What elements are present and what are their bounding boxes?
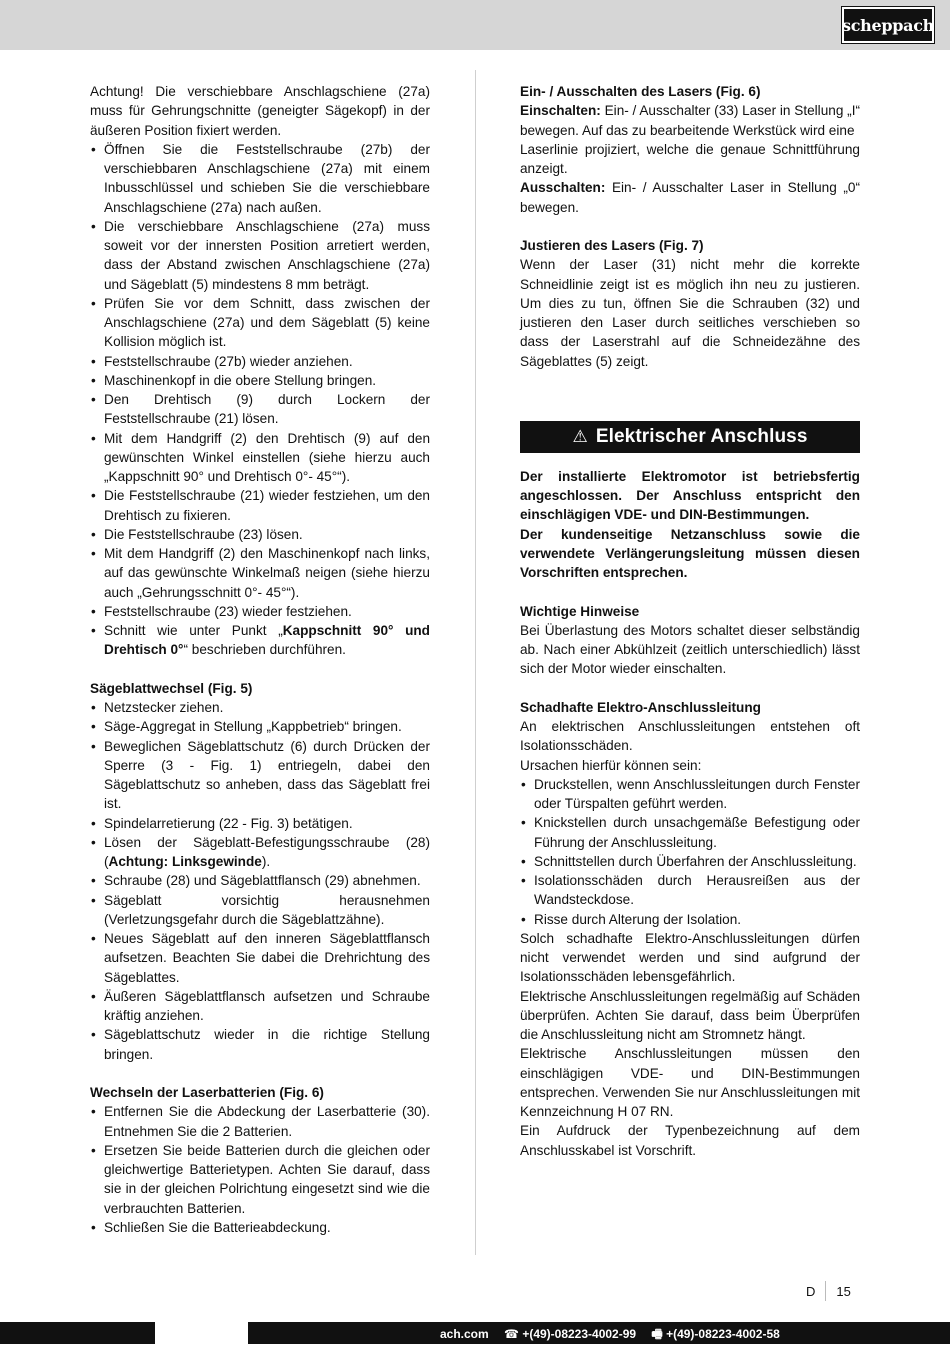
list-item: • Prüfen Sie vor dem Schnitt, dass zwischen der Anschlagschiene (27a) und dem Sägeblatt (5) keine Kollision möglich ist. xyxy=(90,294,430,352)
footer-contact xyxy=(440,1325,792,1346)
list-item: • Die Feststellschraube (23) lösen. xyxy=(90,525,430,544)
causes-intro: Ursachen hierfür können sein: xyxy=(520,757,702,773)
blade-steps-list xyxy=(90,698,430,1064)
list-item: • Neues Sägeblatt auf den inneren Sägeblattflansch aufsetzen. Beachten Sie dabei die Drehrichtung des Sägeblattes. xyxy=(90,929,430,987)
list-item: • Säge-Aggregat in Stellung „Kappbetrieb“ bringen. xyxy=(90,717,430,736)
list-item: • Öffnen Sie die Feststellschraube (27b) der verschiebbaren Anschlagschiene (27a) mit einem Inbusschlüssel und schieben Sie die verschiebbare Anschlagschiene (27a) nach außen. xyxy=(90,140,430,217)
laser-adjust-text: Wenn der Laser (31) nicht mehr die korrekte Schneidlinie zeigt ist es möglich ihn neu zu justieren. Um dies zu tun, öffnen Sie die Schrauben (32) und justieren den Laser durch seitliches verschieben so dass der Laserstrahl auf die Schneidezähne des Sägeblattes (5) zeigt. xyxy=(520,257,860,369)
phone-text: ☎ +(49)-08223-4002-99 xyxy=(504,1327,637,1341)
footer-gap xyxy=(155,1322,248,1344)
list-item xyxy=(90,833,430,872)
list-item: • Mit dem Handgriff (2) den Maschinenkopf nach links, auf das gewünschte Winkelmaß neigen (siehe hierzu auch „Gehrungsschnitt 0°- 45°“). xyxy=(90,544,430,602)
cable-heading: Schadhafte Elektro-Anschlussleitung xyxy=(520,699,761,715)
website-text: ach.com xyxy=(440,1327,489,1341)
list-item: • Äußeren Sägeblattflansch aufsetzen und Schraube kräftig anziehen. xyxy=(90,987,430,1026)
list-item: • Risse durch Alterung der Isolation. xyxy=(520,910,860,929)
list-item: • Schraube (28) und Sägeblattflansch (29) abnehmen. xyxy=(90,871,430,890)
off-text: Ein- / Ausschalter Laser in Stellung „0“ bewegen. xyxy=(520,180,860,215)
page-separator xyxy=(825,1281,826,1301)
paragraph: Elektrische Anschlussleitungen regelmäßig auf Schäden überprüfen. Achten Sie darauf, dass beim Überprüfen die Anschlussleitung nicht am Stromnetz hängt. xyxy=(520,988,860,1042)
list-item: • Ersetzen Sie beide Batterien durch die gleichen oder gleichwertige Batterietypen. Achten Sie darauf, dass sie in der gleichen Polrichtung eingesetzt sind wie die verbrauchten Batterien. xyxy=(90,1141,430,1218)
list-item: • Entfernen Sie die Abdeckung der Laserbatterie (30). Entnehmen Sie die 2 Batterien. xyxy=(90,1102,430,1141)
step-bold-text: Kappschnitt 90° und Drehtisch 0° xyxy=(104,623,430,658)
motor-text: Der installierte Elektromotor ist betriebsfertig angeschlossen. Der Anschluss entspricht den einschlägigen VDE- und DIN-Bestimmungen. xyxy=(520,468,860,523)
blade-change-heading: Sägeblattwechsel (Fig. 5) xyxy=(90,680,253,696)
fax-text: 🖷 +(49)-08223-4002-58 xyxy=(651,1327,780,1341)
intro-warning: Achtung! Die verschiebbare Anschlagschiene (27a) muss für Gehrungschnitte (geneigter Sägekopf) in der äußeren Position fixiert werden. xyxy=(90,84,430,138)
step-text: Lösen der Sägeblatt-Befestigungsschraube (28) ( xyxy=(104,834,430,869)
step-text: “ beschrieben durchführen. xyxy=(183,642,346,658)
off-label: Ausschalten: xyxy=(520,180,606,196)
list-item: • Maschinenkopf in die obere Stellung bringen. xyxy=(90,371,430,390)
customer-text: Der kundenseitige Netzanschluss sowie die verwendete Verlängerungsleitung müssen diesen Vorschriften entsprechen. xyxy=(520,526,860,580)
step-text: ). xyxy=(261,854,271,869)
on-text: Ein- / Ausschalter (33) Laser in Stellung „I“ bewegen. Auf das zu bearbeitende Werkstück wird eine xyxy=(520,103,860,138)
fence-steps-list xyxy=(90,140,430,660)
list-item: • Feststellschraube (27b) wieder anziehen. xyxy=(90,352,430,371)
laser-on-text-2: Laserlinie projiziert, welche die genaue Schnittführung anzeigt. xyxy=(520,141,860,176)
list-item: • Die Feststellschraube (21) wieder festziehen, um den Drehtisch zu fixieren. xyxy=(90,486,430,525)
notes-heading: Wichtige Hinweise xyxy=(520,603,640,619)
list-item: • Mit dem Handgriff (2) den Drehtisch (9) auf den gewünschten Winkel einstellen (siehe hierzu auch „Kappschnitt 90° und Drehtisch 0°- 45°“). xyxy=(90,429,430,487)
section-title-bar xyxy=(520,421,860,453)
list-item: • Schnittstellen durch Überfahren der Anschlussleitung. xyxy=(520,852,860,871)
list-item: • Feststellschraube (23) wieder festziehen. xyxy=(90,602,430,621)
language-code: D xyxy=(806,1283,816,1299)
list-item: • Schließen Sie die Batterieabdeckung. xyxy=(90,1218,430,1237)
laser-off-text xyxy=(520,178,860,217)
list-item: • Spindelarretierung (22 - Fig. 3) betätigen. xyxy=(90,814,430,833)
list-item: • Beweglichen Sägeblattschutz (6) durch Drücken der Sperre (3 - Fig. 1) entriegeln, dabei den Sägeblattschutz so anheben, dass das Sägeblatt frei ist. xyxy=(90,737,430,814)
scheppach-logo: scheppach xyxy=(842,7,934,43)
page-indicator xyxy=(806,1281,851,1301)
left-column xyxy=(90,82,430,1237)
laser-on-text xyxy=(520,101,860,140)
laser-adjust-heading: Justieren des Lasers (Fig. 7) xyxy=(520,238,704,253)
laser-switch-heading: Ein- / Ausschalten des Lasers (Fig. 6) xyxy=(520,84,761,99)
list-item: • Den Drehtisch (9) durch Lockern der Feststellschraube (21) lösen. xyxy=(90,390,430,429)
cable-intro: An elektrischen Anschlussleitungen entstehen oft Isolationsschäden. xyxy=(520,719,860,754)
causes-list xyxy=(520,775,860,929)
on-label: Einschalten: xyxy=(520,103,601,119)
page-number: 15 xyxy=(836,1283,851,1299)
battery-steps-list xyxy=(90,1102,430,1237)
battery-heading: Wechseln der Laserbatterien (Fig. 6) xyxy=(90,1085,324,1100)
list-item: • Knickstellen durch unsachgemäße Befestigung oder Führung der Anschlussleitung. xyxy=(520,813,860,852)
right-column xyxy=(520,82,860,1160)
paragraph: Solch schadhafte Elektro-Anschlussleitungen dürfen nicht verwendet werden und sind aufgrund der Isolationsschäden lebensgefährlich. xyxy=(520,930,860,985)
header-bar xyxy=(0,0,950,50)
step-text: Schnitt wie unter Punkt „ xyxy=(104,623,283,638)
list-item: • Sägeblatt vorsichtig herausnehmen (Verletzungsgefahr durch die Sägeblattzähne). xyxy=(90,891,430,930)
list-item: • Isolationsschäden durch Herausreißen aus der Wandsteckdose. xyxy=(520,871,860,910)
column-divider xyxy=(475,70,476,1255)
paragraph: Elektrische Anschlussleitungen müssen den einschlägigen VDE- und DIN-Bestimmungen entsprechen. Verwenden Sie nur Anschlussleitungen mit Kennzeichnung H 07 RN. xyxy=(520,1046,860,1119)
section-title: Elektrischer Anschluss xyxy=(595,426,808,448)
list-item: • Die verschiebbare Anschlagschiene (27a) muss soweit vor der innersten Position arretiert werden, dass der Abstand zwischen Anschlagschiene (27a) und Sägeblatt (5) mindestens 8 mm beträgt. xyxy=(90,217,430,294)
footer-bar xyxy=(0,1322,950,1344)
list-item: • Netzstecker ziehen. xyxy=(90,698,430,717)
list-item: • Sägeblattschutz wieder in die richtige Stellung bringen. xyxy=(90,1025,430,1064)
list-item: • Druckstellen, wenn Anschlussleitungen durch Fenster oder Türspalten geführt werden. xyxy=(520,775,860,814)
paragraph: Ein Aufdruck der Typenbezeichnung auf dem Anschlusskabel ist Vorschrift. xyxy=(520,1123,860,1158)
warning-icon: ⚠ xyxy=(572,427,588,447)
list-item xyxy=(90,621,430,660)
step-bold-text: Achtung: Linksgewinde xyxy=(108,854,262,869)
notes-text: Bei Überlastung des Motors schaltet dieser selbständig ab. Nach einer Abkühlzeit (zeitlich unterschiedlich) lässt sich der Motor wieder einschalten. xyxy=(520,622,860,677)
